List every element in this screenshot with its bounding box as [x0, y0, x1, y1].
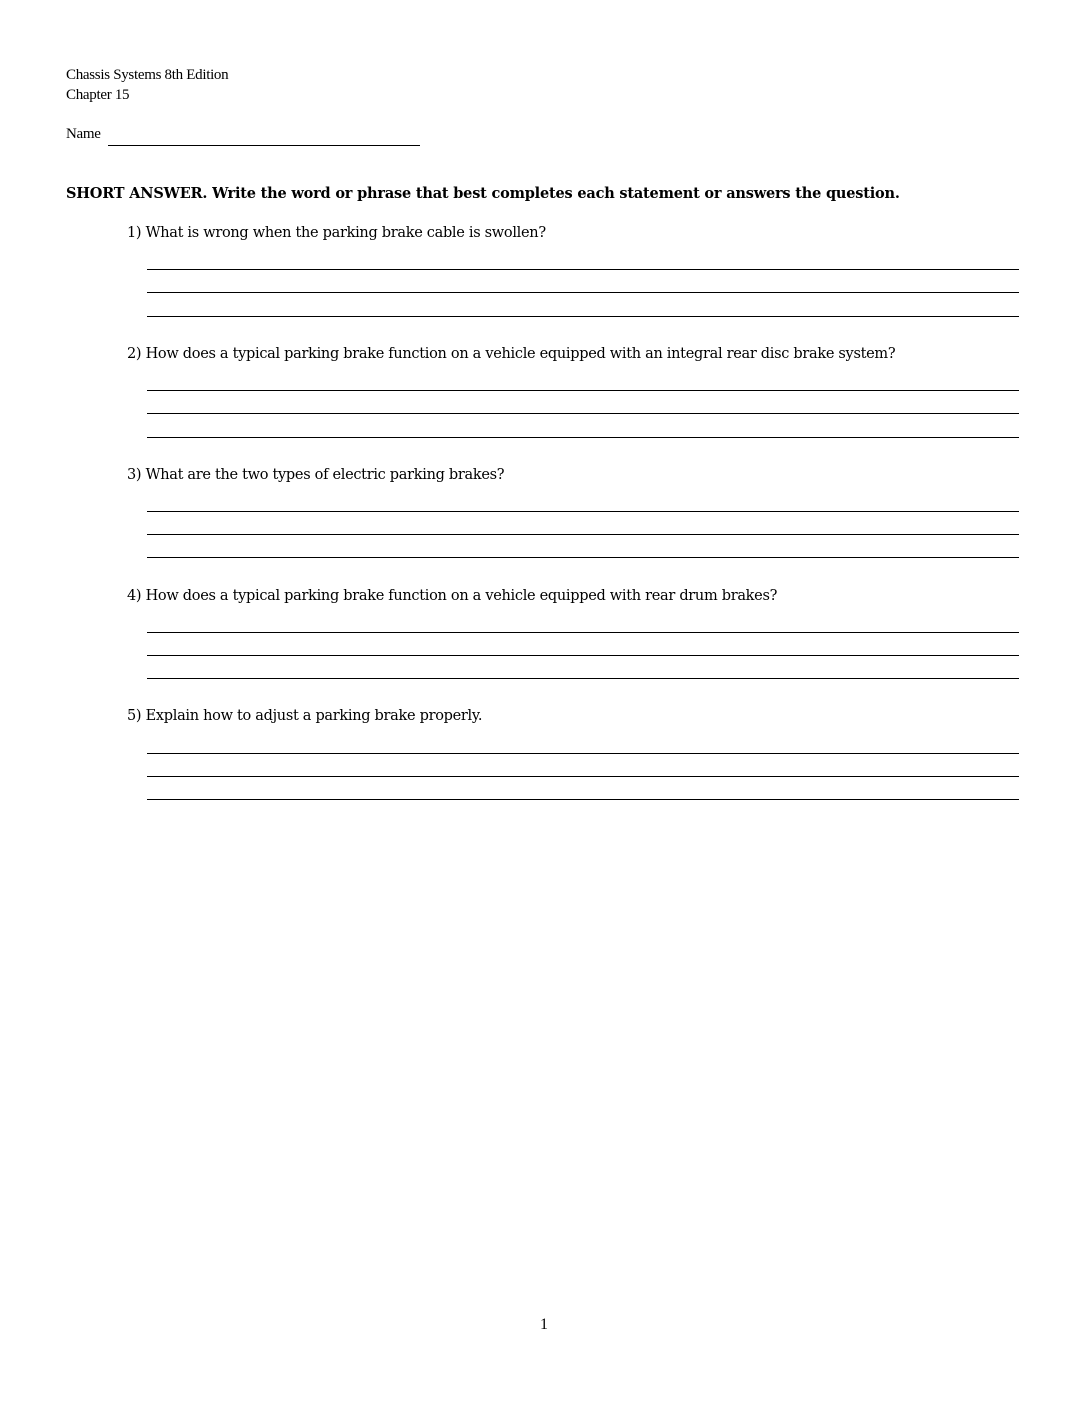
question-4: 4) How does a typical parking brake function on a vehicle equipped with rear drum brakes?	[127, 588, 778, 604]
question-2: 2) How does a typical parking brake function on a vehicle equipped with an integral rear disc brake system?	[127, 346, 896, 362]
answer-line[interactable]	[147, 753, 1019, 754]
answer-line[interactable]	[147, 655, 1019, 656]
answer-line[interactable]	[147, 511, 1019, 512]
answer-line[interactable]	[147, 292, 1019, 293]
answer-line[interactable]	[147, 678, 1019, 679]
answer-line[interactable]	[147, 413, 1019, 414]
book-title: Chassis Systems 8th Edition	[66, 67, 229, 83]
question-1: 1) What is wrong when the parking brake cable is swollen?	[127, 225, 546, 241]
name-field[interactable]	[108, 145, 420, 146]
name-label: Name	[66, 126, 101, 142]
answer-line[interactable]	[147, 390, 1019, 391]
answer-line[interactable]	[147, 534, 1019, 535]
answer-line[interactable]	[147, 316, 1019, 317]
page-number: 1	[540, 1316, 548, 1333]
answer-line[interactable]	[147, 632, 1019, 633]
answer-line[interactable]	[147, 557, 1019, 558]
answer-line[interactable]	[147, 776, 1019, 777]
question-3: 3) What are the two types of electric parking brakes?	[127, 467, 505, 483]
answer-line[interactable]	[147, 799, 1019, 800]
instructions: SHORT ANSWER. Write the word or phrase that best completes each statement or answers the question.	[66, 185, 900, 202]
question-5: 5) Explain how to adjust a parking brake properly.	[127, 708, 483, 724]
answer-line[interactable]	[147, 269, 1019, 270]
chapter-title: Chapter 15	[66, 87, 130, 103]
answer-line[interactable]	[147, 437, 1019, 438]
